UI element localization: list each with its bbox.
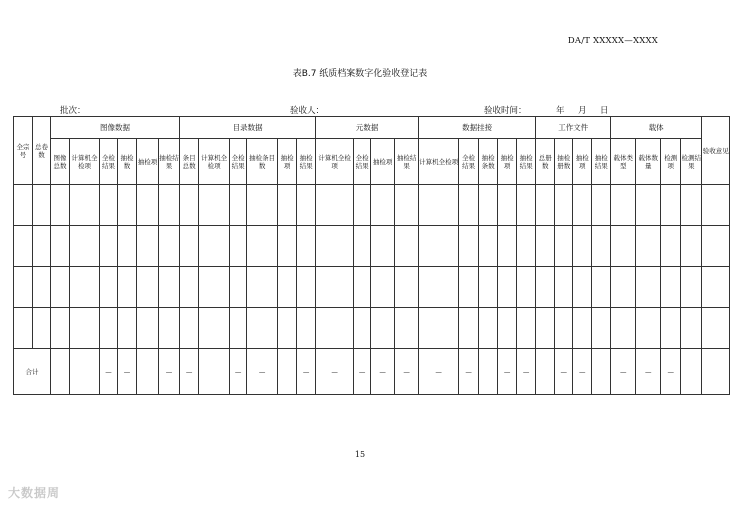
table-cell[interactable] (247, 185, 278, 226)
table-cell[interactable] (611, 308, 636, 349)
sub-header: 抽检条目数 (247, 139, 278, 185)
sub-header: 抽检册数 (555, 139, 573, 185)
table-cell[interactable] (33, 267, 51, 308)
table-cell[interactable] (51, 185, 70, 226)
table-cell[interactable] (592, 308, 611, 349)
table-cell[interactable] (592, 185, 611, 226)
table-cell[interactable] (137, 308, 159, 349)
table-cell[interactable] (180, 185, 199, 226)
table-cell[interactable] (517, 226, 536, 267)
table-cell[interactable] (611, 185, 636, 226)
table-cell[interactable] (498, 226, 517, 267)
table-cell[interactable] (297, 308, 316, 349)
acceptance-register-table (13, 116, 730, 395)
table-cell[interactable] (573, 308, 592, 349)
table-cell[interactable] (419, 226, 459, 267)
table-cell[interactable] (517, 185, 536, 226)
table-cell[interactable] (555, 226, 573, 267)
table-cell[interactable] (199, 267, 230, 308)
table-cell[interactable] (681, 185, 702, 226)
total-cell: — (636, 349, 661, 395)
sub-header: 抽检项 (137, 139, 159, 185)
table-cell[interactable] (573, 226, 592, 267)
table-cell[interactable] (297, 185, 316, 226)
header-opinion: 验收意见 (702, 117, 730, 185)
table-cell[interactable] (479, 226, 498, 267)
total-cell (536, 349, 555, 395)
table-cell[interactable] (180, 308, 199, 349)
table-cell[interactable] (395, 267, 419, 308)
sub-header: 全检结果 (354, 139, 371, 185)
table-cell[interactable] (316, 226, 354, 267)
total-cell (70, 349, 100, 395)
total-cell (199, 349, 230, 395)
sub-header: 总册数 (536, 139, 555, 185)
table-cell[interactable] (100, 226, 118, 267)
total-cell: — (611, 349, 636, 395)
total-cell (51, 349, 70, 395)
table-cell[interactable] (636, 185, 661, 226)
table-cell[interactable] (100, 267, 118, 308)
header-group-workfile: 工作文件 (536, 117, 611, 139)
total-cell: — (498, 349, 517, 395)
table-cell[interactable] (498, 308, 517, 349)
table-cell[interactable] (180, 267, 199, 308)
header-zongjuanshu: 总卷数 (33, 117, 51, 185)
month-label: 月 (578, 106, 587, 116)
table-cell[interactable] (681, 308, 702, 349)
table-cell[interactable] (199, 185, 230, 226)
table-cell[interactable] (230, 226, 247, 267)
table-title: 表B.7 纸质档案数字化验收登记表 (292, 69, 428, 79)
table-cell[interactable] (479, 308, 498, 349)
table-cell[interactable] (247, 267, 278, 308)
table-cell[interactable] (354, 267, 371, 308)
table-cell[interactable] (536, 185, 555, 226)
total-label: 合计 (14, 349, 51, 395)
table-cell[interactable] (592, 267, 611, 308)
watermark: 大数据周 (8, 486, 61, 500)
acceptor-label: 验收人： (290, 106, 325, 116)
table-cell[interactable] (479, 267, 498, 308)
table-cell[interactable] (681, 267, 702, 308)
table-cell[interactable] (118, 226, 137, 267)
sub-header: 条目总数 (180, 139, 199, 185)
total-cell: — (573, 349, 592, 395)
table-cell[interactable] (278, 267, 297, 308)
table-cell[interactable] (636, 308, 661, 349)
total-cell: — (118, 349, 137, 395)
table-cell[interactable] (498, 267, 517, 308)
sub-header: 检测项 (661, 139, 681, 185)
sub-header: 抽检项 (573, 139, 592, 185)
sub-header: 抽检结果 (517, 139, 536, 185)
table-cell[interactable] (14, 267, 33, 308)
table-cell[interactable] (70, 185, 100, 226)
table-cell[interactable] (70, 226, 100, 267)
table-cell[interactable] (555, 308, 573, 349)
table-cell[interactable] (419, 185, 459, 226)
table-cell[interactable] (278, 185, 297, 226)
table-cell[interactable] (199, 308, 230, 349)
table-cell[interactable] (636, 267, 661, 308)
total-cell: — (354, 349, 371, 395)
table-cell[interactable] (70, 267, 100, 308)
batch-label: 批次： (60, 106, 86, 116)
table-cell[interactable] (354, 226, 371, 267)
table-cell[interactable] (555, 267, 573, 308)
table-cell[interactable] (316, 267, 354, 308)
total-cell: — (297, 349, 316, 395)
table-cell[interactable] (118, 185, 137, 226)
table-cell[interactable] (459, 308, 479, 349)
table-cell[interactable] (230, 308, 247, 349)
document-code: DA/T XXXXX—XXXX (567, 36, 658, 46)
total-cell: — (459, 349, 479, 395)
total-cell (137, 349, 159, 395)
sub-header: 抽检结果 (395, 139, 419, 185)
sub-header: 检测结果 (681, 139, 702, 185)
table-cell[interactable] (100, 308, 118, 349)
table-cell[interactable] (14, 308, 33, 349)
total-cell: — (316, 349, 354, 395)
table-cell[interactable] (702, 226, 730, 267)
table-cell[interactable] (661, 267, 681, 308)
total-row (14, 349, 730, 395)
sub-header: 全检结果 (230, 139, 247, 185)
table-cell[interactable] (33, 185, 51, 226)
header-group-metadata: 元数据 (316, 117, 419, 139)
header-group-image: 图像数据 (51, 117, 180, 139)
table-cell[interactable] (536, 226, 555, 267)
table-cell[interactable] (247, 226, 278, 267)
table-cell[interactable] (230, 267, 247, 308)
table-cell[interactable] (555, 185, 573, 226)
total-cell (592, 349, 611, 395)
table-cell[interactable] (159, 308, 180, 349)
table-cell[interactable] (371, 226, 395, 267)
table-cell[interactable] (354, 185, 371, 226)
header-group-catalog: 目录数据 (180, 117, 316, 139)
table-cell[interactable] (395, 185, 419, 226)
table-cell[interactable] (100, 185, 118, 226)
total-cell (278, 349, 297, 395)
table-cell[interactable] (611, 267, 636, 308)
table-cell[interactable] (636, 226, 661, 267)
sub-header: 抽检项 (498, 139, 517, 185)
table-row (14, 226, 730, 267)
table-cell[interactable] (517, 267, 536, 308)
sub-header: 抽检结果 (592, 139, 611, 185)
year-label: 年 (556, 106, 565, 116)
table-cell[interactable] (70, 308, 100, 349)
table-cell[interactable] (51, 226, 70, 267)
table-cell[interactable] (297, 226, 316, 267)
table-cell[interactable] (661, 226, 681, 267)
sub-header: 全检结果 (459, 139, 479, 185)
sub-header: 抽检项 (278, 139, 297, 185)
table-cell[interactable] (702, 267, 730, 308)
table-cell[interactable] (51, 267, 70, 308)
header-group-carrier: 载体 (611, 117, 702, 139)
table-cell[interactable] (180, 226, 199, 267)
page-number: 15 (354, 450, 366, 459)
table-cell[interactable] (573, 185, 592, 226)
header-quanzonghao: 全宗号 (14, 117, 33, 185)
sub-header: 抽检数 (118, 139, 137, 185)
total-cell: — (180, 349, 199, 395)
sub-header: 载体类型 (611, 139, 636, 185)
table-cell[interactable] (137, 267, 159, 308)
total-cell: — (395, 349, 419, 395)
sub-header: 抽检结果 (297, 139, 316, 185)
total-cell: — (100, 349, 118, 395)
table-cell[interactable] (479, 185, 498, 226)
sub-header: 全检结果 (100, 139, 118, 185)
sub-header: 载体数量 (636, 139, 661, 185)
table-cell[interactable] (297, 267, 316, 308)
total-cell: — (247, 349, 278, 395)
table-cell[interactable] (371, 308, 395, 349)
table-cell[interactable] (498, 185, 517, 226)
table-cell[interactable] (459, 226, 479, 267)
total-cell (479, 349, 498, 395)
total-cell (702, 349, 730, 395)
total-cell: — (661, 349, 681, 395)
table-cell[interactable] (316, 185, 354, 226)
total-cell: — (517, 349, 536, 395)
table-cell[interactable] (137, 185, 159, 226)
sub-header: 抽检结果 (159, 139, 180, 185)
table-cell[interactable] (14, 185, 33, 226)
table-cell[interactable] (459, 185, 479, 226)
table-cell[interactable] (118, 308, 137, 349)
table-cell[interactable] (536, 267, 555, 308)
table-cell[interactable] (371, 267, 395, 308)
table-cell[interactable] (159, 185, 180, 226)
sub-header: 计算机全检项 (316, 139, 354, 185)
total-cell (681, 349, 702, 395)
table-cell[interactable] (247, 308, 278, 349)
table-cell[interactable] (661, 308, 681, 349)
table-cell[interactable] (371, 185, 395, 226)
table-row (14, 267, 730, 308)
total-cell: — (371, 349, 395, 395)
sub-header: 抽检条数 (479, 139, 498, 185)
table-cell[interactable] (419, 267, 459, 308)
sub-header: 抽检项 (371, 139, 395, 185)
sub-header: 图像总数 (51, 139, 70, 185)
table-cell[interactable] (316, 308, 354, 349)
header-group-link: 数据挂接 (419, 117, 536, 139)
sub-header: 计算机全检项 (199, 139, 230, 185)
table-cell[interactable] (573, 267, 592, 308)
table-cell[interactable] (33, 308, 51, 349)
table-cell[interactable] (159, 267, 180, 308)
table-cell[interactable] (661, 185, 681, 226)
table-cell[interactable] (517, 308, 536, 349)
time-label: 验收时间： (484, 106, 527, 116)
table-cell[interactable] (278, 226, 297, 267)
sub-header: 计算机全检项 (70, 139, 100, 185)
table-cell[interactable] (395, 226, 419, 267)
total-cell: — (159, 349, 180, 395)
table-cell[interactable] (611, 226, 636, 267)
table-row (14, 185, 730, 226)
table-cell[interactable] (33, 226, 51, 267)
table-cell[interactable] (459, 267, 479, 308)
table-cell[interactable] (137, 226, 159, 267)
total-cell: — (419, 349, 459, 395)
table-cell[interactable] (702, 185, 730, 226)
table-cell[interactable] (536, 308, 555, 349)
table-cell[interactable] (702, 308, 730, 349)
table-cell[interactable] (118, 267, 137, 308)
table-cell[interactable] (14, 226, 33, 267)
day-label: 日 (600, 106, 609, 116)
total-cell: — (555, 349, 573, 395)
table-cell[interactable] (419, 308, 459, 349)
sub-header: 计算机全检项 (419, 139, 459, 185)
table-cell[interactable] (681, 226, 702, 267)
table-cell[interactable] (51, 308, 70, 349)
table-cell[interactable] (159, 226, 180, 267)
table-cell[interactable] (395, 308, 419, 349)
table-cell[interactable] (278, 308, 297, 349)
table-row (14, 308, 730, 349)
table-cell[interactable] (592, 226, 611, 267)
table-cell[interactable] (230, 185, 247, 226)
total-cell: — (230, 349, 247, 395)
table-cell[interactable] (199, 226, 230, 267)
table-cell[interactable] (354, 308, 371, 349)
